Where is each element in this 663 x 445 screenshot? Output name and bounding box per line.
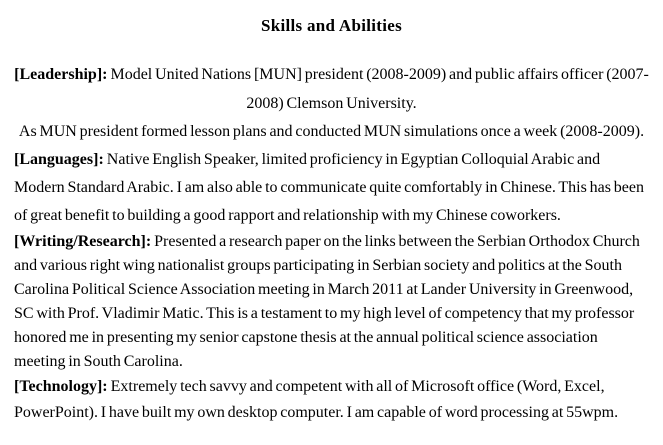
writing-research-section-label: [Writing/Research]: <box>14 233 152 250</box>
technology-section-label: [Technology]: <box>14 378 108 395</box>
leadership-section-label: [Leadership]: <box>14 66 108 83</box>
document-title: Skills and Abilities <box>260 16 403 35</box>
technology-section-text: Extremely tech savvy and competent with all of Microsoft office (Word, Excel, PowerPoint). I have built my own desktop computer. I am capable of word processing at 55wpm. <box>14 378 619 421</box>
languages-section-label: [Languages]: <box>14 151 104 168</box>
mun-note-text: As MUN president formed lesson plans and conducted MUN simulations once a week (2008-2009). <box>18 123 645 140</box>
paragraph-mun-note <box>14 118 649 146</box>
languages-section-text: Native English Speaker, limited proficiency in Egyptian Colloquial Arabic and Modern Standard Arabic. I am also able to communicate quite comfortably in Chinese. This has been of great benefit to building a good rapport and relationship with my Chinese coworkers. <box>14 151 644 224</box>
writing-research-section-text: Presented a research paper on the links between the Serbian Orthodox Church and various right wing nationalist groups participating in Serbian society and politics at the South Carolina Political Science Association meeting in March 2011 at Lander University in Greenwood, SC with Prof. Vladimir Matic. This is a testament to my high level of competency that my professor honored me in presenting my senior capstone thesis at the annual political science association meeting in South Carolina. <box>14 233 640 370</box>
paragraph-languages <box>14 146 649 230</box>
paragraph-writing-research <box>14 230 649 374</box>
paragraph-leadership <box>14 60 649 118</box>
paragraph-technology <box>14 374 649 426</box>
leadership-section-text: Model United Nations [MUN] president (2008-2009) and public affairs officer (2007-2008) Clemson University. <box>110 66 649 112</box>
